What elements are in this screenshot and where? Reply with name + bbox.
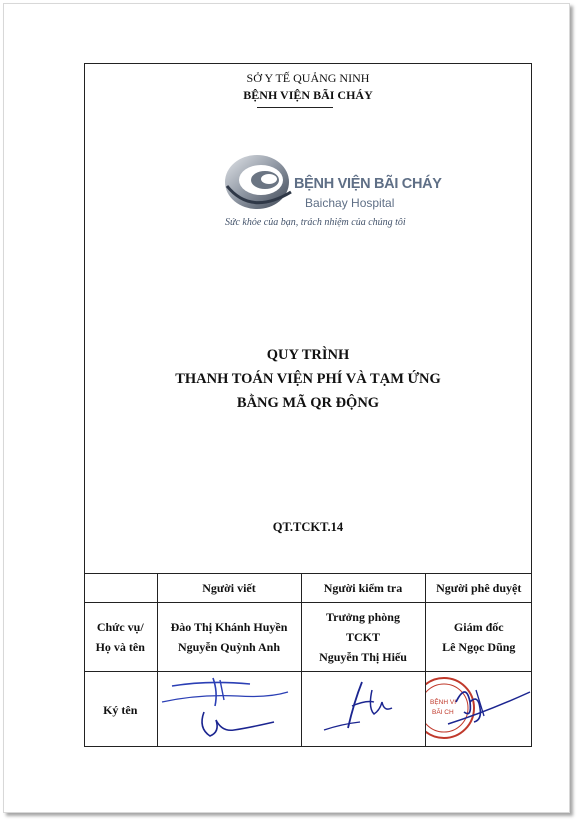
department-name: SỞ Y TẾ QUẢNG NINH bbox=[246, 71, 370, 85]
document-frame bbox=[84, 63, 532, 747]
header-writer: Người viết bbox=[157, 574, 301, 603]
checker-name: Nguyễn Thị Hiếu bbox=[319, 650, 407, 664]
hospital-stamp bbox=[426, 678, 474, 738]
svg-text:BÃI CH: BÃI CH bbox=[431, 709, 454, 716]
header-empty-cell bbox=[84, 574, 157, 603]
checker-signature-cell bbox=[301, 672, 425, 748]
writer-signature bbox=[158, 672, 302, 747]
logo-slogan: Sức khỏe của bạn, trách nhiệm của chúng tôi bbox=[225, 217, 406, 228]
document-header bbox=[85, 70, 531, 104]
title-line-1: QUY TRÌNH bbox=[266, 347, 350, 363]
writer-signature-cell bbox=[157, 672, 301, 748]
signature-row bbox=[84, 672, 532, 748]
sign-label-cell: Ký tên bbox=[84, 672, 157, 748]
hospital-name: BỆNH VIỆN BÃI CHÁY bbox=[243, 88, 373, 102]
writer-names-cell bbox=[157, 603, 301, 672]
writer-name-1: Đào Thị Khánh Huyền bbox=[170, 620, 288, 634]
signature-header-row bbox=[84, 574, 532, 603]
signature-table bbox=[84, 573, 532, 747]
logo-english-name: Baichay Hospital bbox=[305, 196, 395, 210]
logo-hospital-name: BỆNH VIỆN BÃI CHÁY bbox=[294, 176, 442, 192]
checker-cell bbox=[301, 603, 425, 672]
header-approver: Người phê duyệt bbox=[425, 574, 532, 603]
position-label-line-1: Chức vụ/ bbox=[96, 620, 144, 634]
checker-title-2: TCKT bbox=[345, 630, 380, 644]
header-divider bbox=[257, 107, 333, 108]
position-label-line-2: Họ và tên bbox=[95, 640, 145, 654]
document-page bbox=[3, 3, 570, 813]
approver-title: Giám đốc bbox=[453, 620, 504, 634]
approver-signature-and-stamp bbox=[426, 672, 533, 747]
header-checker: Người kiểm tra bbox=[301, 574, 425, 603]
title-line-2: THANH TOÁN VIỆN PHÍ VÀ TẠM ỨNG bbox=[175, 371, 441, 387]
writer-name-2: Nguyễn Quỳnh Anh bbox=[177, 640, 281, 654]
title-line-3: BẰNG MÃ QR ĐỘNG bbox=[236, 395, 380, 411]
approver-signature-cell bbox=[425, 672, 532, 748]
document-title bbox=[85, 343, 531, 415]
approver-name: Lê Ngọc Dũng bbox=[442, 640, 516, 654]
position-label-cell bbox=[84, 603, 157, 672]
position-row bbox=[84, 603, 532, 672]
hospital-logo bbox=[221, 146, 442, 236]
checker-signature bbox=[302, 672, 426, 747]
svg-text:BỆNH VI: BỆNH VI bbox=[429, 699, 456, 706]
checker-title-1: Trưởng phòng bbox=[326, 610, 400, 624]
document-code: QT.TCKT.14 bbox=[272, 520, 344, 534]
approver-cell bbox=[425, 603, 532, 672]
